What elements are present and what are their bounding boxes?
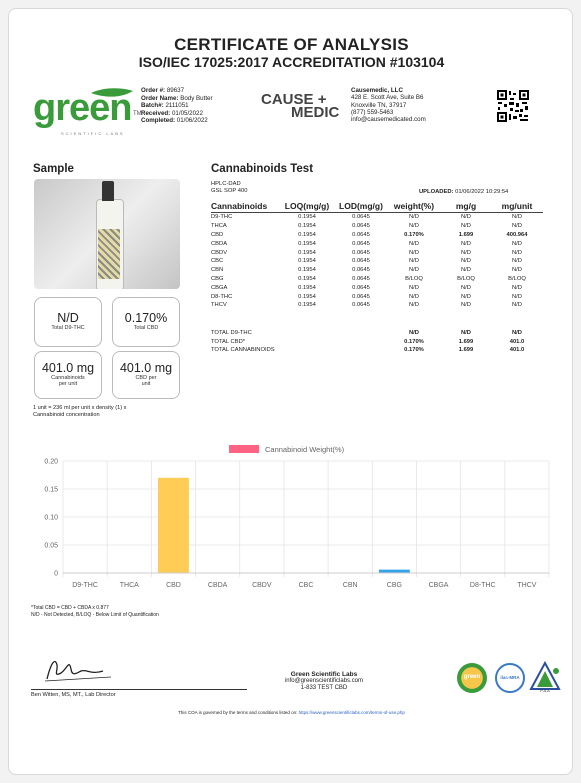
table-row xyxy=(211,213,543,222)
totals-cell: N/D xyxy=(409,330,419,337)
x-tick-label: CBDV xyxy=(252,582,272,589)
table-row xyxy=(211,275,543,284)
table-cell: 1.699 xyxy=(458,231,474,238)
table-cell: 0.1954 xyxy=(298,275,316,282)
signature-line xyxy=(31,689,247,690)
signature-icon xyxy=(41,655,121,685)
green-scientific-labs-logo xyxy=(33,85,145,139)
sample-photo xyxy=(34,179,180,289)
totals-cell: 401.0 xyxy=(509,347,525,354)
bar-cbd xyxy=(158,478,189,573)
totals-row xyxy=(211,338,543,347)
order-info xyxy=(141,87,213,125)
table-cell: CBN xyxy=(211,267,224,274)
cbd-per-unit-label: CBD per unit xyxy=(135,375,157,387)
sample-heading: Sample xyxy=(33,163,74,175)
col-header: mg/g xyxy=(441,201,491,213)
table-cell: N/D xyxy=(409,258,419,265)
order-number: Order #: 89637 xyxy=(141,87,185,94)
footnote-total-cbd: *Total CBD = CBD + CBDA x 0.877 xyxy=(31,605,109,611)
table-cell: 0.0645 xyxy=(352,275,370,282)
client-address2: Knoxville TN, 37917 xyxy=(351,101,407,109)
lab-email[interactable]: info@greenscientificlabs.com xyxy=(284,678,364,684)
table-row xyxy=(211,248,543,257)
table-cell: 0.1954 xyxy=(298,231,316,238)
table-cell: 0.1954 xyxy=(298,258,316,265)
client-phone: (877) 559-5463 xyxy=(351,108,394,116)
col-header: weight(%) xyxy=(387,201,441,213)
table-row xyxy=(211,231,543,240)
lab-phone: 1-833 TEST CBD xyxy=(300,685,348,691)
legend-swatch xyxy=(229,445,259,453)
y-tick-label: 0.15 xyxy=(44,486,58,494)
order-name: Order Name: Body Butter xyxy=(141,94,213,102)
table-cell: N/D xyxy=(512,223,522,230)
table-cell: 0.0645 xyxy=(352,302,370,309)
y-tick-label: 0.05 xyxy=(44,542,58,550)
table-cell: 0.1954 xyxy=(298,267,316,274)
terms-link[interactable]: https://www.greenscientificlabs.com/terms-of-use.php xyxy=(298,710,405,715)
col-header: LOQ(mg/g) xyxy=(279,201,335,213)
table-cell: N/D xyxy=(409,267,419,274)
cannabinoids-per-unit-value: 401.0 mg xyxy=(41,361,95,375)
x-tick-label: THCV xyxy=(517,582,537,589)
bottle-label-art xyxy=(98,229,120,279)
table-cell: N/D xyxy=(512,302,522,309)
totals-cell: N/D xyxy=(461,330,471,337)
table-cell: N/D xyxy=(512,293,522,300)
table-row xyxy=(211,292,543,301)
page-title: CERTIFICATE OF ANALYSIS xyxy=(174,35,409,54)
total-cbd-value: 0.170% xyxy=(124,311,168,325)
totals-cell: TOTAL D9-THC xyxy=(211,330,252,337)
cannabinoids-per-unit-label: Cannabinoids per unit xyxy=(51,375,85,387)
qr-code-icon[interactable] xyxy=(496,89,530,123)
totals-cell: 1.699 xyxy=(458,338,474,345)
table-cell: CBGA xyxy=(211,284,228,291)
table-row xyxy=(211,266,543,275)
x-tick-label: CBG xyxy=(386,582,402,589)
footnote-legend: N/D - Not Detected, B/LOQ - Below Limit of Quantification xyxy=(31,612,159,618)
table-cell: D8-THC xyxy=(211,293,233,300)
table-cell: CBD xyxy=(211,231,224,238)
client-name: Causemedic, LLC xyxy=(351,87,403,94)
table-cell: THCA xyxy=(211,223,227,230)
table-row xyxy=(211,283,543,292)
table-cell: 0.170% xyxy=(404,231,424,238)
table-row xyxy=(211,301,543,310)
x-tick-label: CBN xyxy=(342,582,358,589)
cause-medic-logo: CAUSE + MEDIC xyxy=(261,91,340,121)
totals-table xyxy=(211,329,543,355)
x-tick-label: CBGA xyxy=(428,582,449,589)
logo-subtext: SCIENTIFIC LABS xyxy=(61,131,125,136)
table-cell: 0.1954 xyxy=(298,214,316,221)
table-cell: 0.0645 xyxy=(352,240,370,247)
table-cell: N/D xyxy=(461,214,471,221)
pjla-accreditation-icon xyxy=(529,661,561,693)
received-date: Received: 01/05/2022 xyxy=(141,109,203,117)
director-name: Ben Witten, MS, MT., Lab Director xyxy=(31,692,116,698)
table-cell: 0.0645 xyxy=(352,231,370,238)
totals-cell: 0.170% xyxy=(404,347,424,354)
table-cell: N/D xyxy=(461,302,471,309)
table-cell: 0.1954 xyxy=(298,223,316,230)
y-tick-label: 0.20 xyxy=(44,458,58,466)
table-cell: N/D xyxy=(461,223,471,230)
x-tick-label: D8-THC xyxy=(469,582,496,589)
method-label: HPLC-DAD xyxy=(211,181,241,187)
table-cell: N/D xyxy=(409,223,419,230)
totals-row xyxy=(211,346,543,355)
table-cell: N/D xyxy=(461,240,471,247)
lab-contact xyxy=(249,671,399,692)
x-tick-label: CBC xyxy=(298,582,314,589)
table-cell: B/LOQ xyxy=(457,275,475,282)
test-method xyxy=(211,181,247,195)
ilac-mra-icon: ilac-MRA xyxy=(495,663,525,693)
totals-cell: TOTAL CANNABINOIDS xyxy=(211,347,275,354)
total-d9-thc-value: N/D xyxy=(57,311,79,325)
table-cell: 0.1954 xyxy=(298,249,316,256)
table-cell: B/LOQ xyxy=(405,275,423,282)
table-cell: D9-THC xyxy=(211,214,233,221)
batch-number: Batch#: 2111051 xyxy=(141,102,189,110)
accreditation-subtitle: ISO/IEC 17025:2017 ACCREDITATION #103104 xyxy=(138,54,445,70)
certificate-page xyxy=(8,8,573,775)
sop-label: GSL SOP 400 xyxy=(211,188,248,194)
table-cell: 0.0645 xyxy=(352,214,370,221)
table-cell: 0.0645 xyxy=(352,267,370,274)
client-info xyxy=(351,87,426,123)
table-cell: N/D xyxy=(512,267,522,274)
totals-cell: 0.170% xyxy=(404,338,424,345)
logo-tm: TM xyxy=(133,111,142,117)
completed-date: Completed: 01/06/2022 xyxy=(141,117,208,125)
x-tick-label: D9-THC xyxy=(72,582,98,589)
totals-cell: TOTAL CBD* xyxy=(211,338,246,345)
col-header: Cannabinoids xyxy=(211,201,279,213)
total-d9-thc-box xyxy=(34,297,102,347)
table-cell: N/D xyxy=(461,267,471,274)
cannabinoid-weight-chart xyxy=(29,441,554,601)
totals-cell: 401.0 xyxy=(509,338,525,345)
totals-cell: 1.699 xyxy=(458,347,474,354)
table-cell: 0.1954 xyxy=(298,284,316,291)
y-tick-label: 0.10 xyxy=(44,514,58,522)
table-cell: N/D xyxy=(461,249,471,256)
col-header: mg/unit xyxy=(491,201,543,213)
totals-cell: N/D xyxy=(512,330,522,337)
bottle-pump xyxy=(102,181,114,201)
table-cell: N/D xyxy=(512,214,522,221)
table-cell: 0.1954 xyxy=(298,293,316,300)
client-email[interactable]: info@causemedicated.com xyxy=(351,116,426,124)
table-cell: 0.1954 xyxy=(298,302,316,309)
test-heading: Cannabinoids Test xyxy=(211,163,314,175)
footnotes xyxy=(31,605,159,619)
table-header-row xyxy=(211,201,543,213)
cbd-per-unit-value: 401.0 mg xyxy=(119,361,173,375)
legend-label: Cannabinoid Weight(%) xyxy=(265,445,345,454)
svg-text:PJLA: PJLA xyxy=(540,688,550,693)
total-cbd-label: Total CBD xyxy=(133,325,159,331)
table-cell: 0.0645 xyxy=(352,284,370,291)
table-cell: 0.0645 xyxy=(352,223,370,230)
logo-wordmark: green xyxy=(33,87,132,129)
green-seal-icon: green xyxy=(457,663,487,693)
table-cell: B/LOQ xyxy=(508,275,526,282)
table-cell: N/D xyxy=(409,302,419,309)
table-cell: 0.0645 xyxy=(352,258,370,265)
lab-name: Green Scientific Labs xyxy=(290,671,358,678)
table-row xyxy=(211,222,543,231)
table-row xyxy=(211,239,543,248)
table-cell: N/D xyxy=(409,240,419,247)
uploaded-timestamp: UPLOADED: 01/06/2022 10:29:54 xyxy=(419,189,509,195)
table-cell: CBC xyxy=(211,258,224,265)
table-cell: N/D xyxy=(461,258,471,265)
table-cell: N/D xyxy=(512,258,522,265)
total-cbd-box xyxy=(112,297,180,347)
col-header: LOD(mg/g) xyxy=(335,201,387,213)
unit-note: 1 unit = 236 ml per unit x density (1) x Cannabinoid concentration xyxy=(33,405,127,418)
x-tick-label: CBD xyxy=(166,582,181,589)
table-cell: THCV xyxy=(211,302,227,309)
bar-cbg xyxy=(379,570,410,573)
table-row xyxy=(211,257,543,266)
table-cell: CBDA xyxy=(211,240,228,247)
signature-block xyxy=(31,649,247,697)
table-cell: N/D xyxy=(409,293,419,300)
table-cell: N/D xyxy=(409,249,419,256)
table-cell: 0.0645 xyxy=(352,293,370,300)
table-cell: CBG xyxy=(211,275,224,282)
table-cell: 400.964 xyxy=(506,231,528,238)
totals-row xyxy=(211,329,543,338)
total-d9-thc-label: Total D9-THC xyxy=(51,325,85,331)
terms-note: This COA is governed by the terms and conditions listed on: https://www.greenscientificlabs.com/terms-of-use.php xyxy=(178,710,405,715)
table-cell: N/D xyxy=(512,240,522,247)
client-address1: 428 E. Scott Ave, Suite B6 xyxy=(351,94,424,102)
table-cell: 0.1954 xyxy=(298,240,316,247)
cannabinoids-per-unit-box xyxy=(34,351,102,399)
y-tick-label: 0 xyxy=(54,570,58,578)
cannabinoids-table xyxy=(211,201,543,310)
table-cell: CBDV xyxy=(211,249,228,256)
x-tick-label: CBDA xyxy=(207,582,228,589)
table-cell: 0.0645 xyxy=(352,249,370,256)
cbd-per-unit-box xyxy=(112,351,180,399)
x-tick-label: THCA xyxy=(119,582,139,589)
table-cell: N/D xyxy=(461,293,471,300)
table-cell: N/D xyxy=(409,214,419,221)
table-cell: N/D xyxy=(512,284,522,291)
table-cell: N/D xyxy=(409,284,419,291)
table-cell: N/D xyxy=(461,284,471,291)
table-cell: N/D xyxy=(512,249,522,256)
